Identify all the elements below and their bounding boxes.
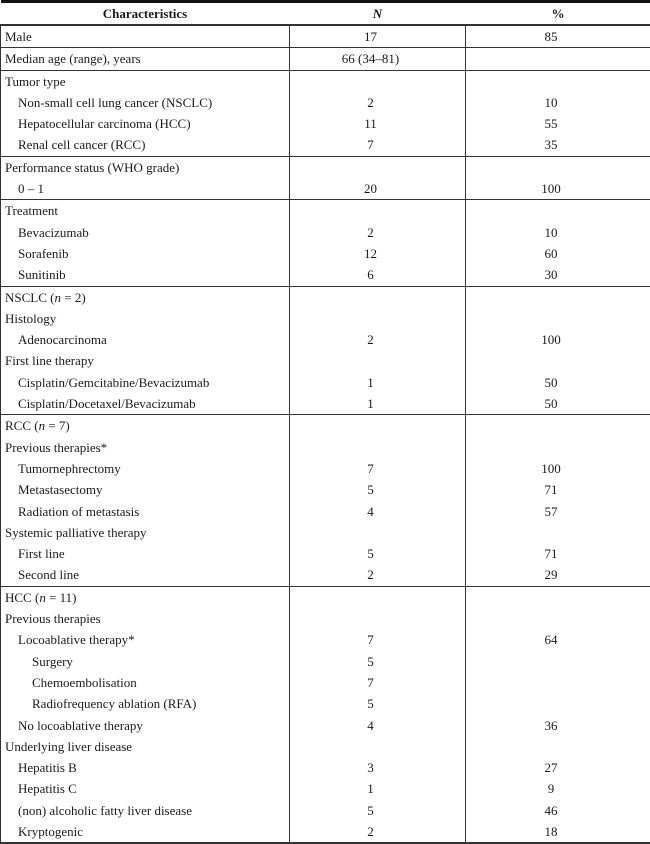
- row-percent-value: 30: [466, 264, 650, 285]
- table-group: [1, 48, 650, 70]
- row-label-text: Treatment: [5, 203, 58, 218]
- row-n-value: 2: [290, 222, 465, 243]
- header-characteristics: Characteristics: [1, 2, 290, 26]
- row-percent-value: 36: [466, 715, 650, 736]
- row-n-value: 2: [290, 329, 465, 350]
- row-percent-value: [466, 200, 650, 221]
- row-percent-value: [466, 437, 650, 458]
- row-n-value: [290, 522, 465, 543]
- row-label-italic: n: [39, 418, 46, 433]
- row-label: [1, 800, 289, 821]
- row-label: [1, 287, 289, 308]
- n-cell: [290, 48, 466, 70]
- row-percent-value: [466, 608, 650, 629]
- row-percent-value: 60: [466, 243, 650, 264]
- row-n-value: 11: [290, 113, 465, 134]
- row-label: [1, 757, 289, 778]
- percent-cell: [466, 48, 650, 70]
- row-percent-value: 71: [466, 543, 650, 564]
- row-label-italic: n: [39, 590, 46, 605]
- characteristics-cell: [1, 415, 290, 586]
- row-n-value: 4: [290, 715, 465, 736]
- row-label: [1, 672, 289, 693]
- row-percent-value: 10: [466, 92, 650, 113]
- row-label: [1, 26, 289, 47]
- row-percent-value: [466, 71, 650, 92]
- row-percent-value: 64: [466, 629, 650, 650]
- row-n-value: [290, 350, 465, 371]
- row-percent-value: 50: [466, 393, 650, 414]
- row-label: [1, 71, 289, 92]
- row-n-value: [290, 415, 465, 436]
- row-label: [1, 693, 289, 714]
- header-n: N: [290, 2, 466, 26]
- row-label-text: Second line: [18, 567, 79, 582]
- row-n-value: [290, 608, 465, 629]
- table-row: [1, 415, 650, 586]
- percent-cell: [466, 415, 650, 586]
- row-label: [1, 651, 289, 672]
- table-row: [1, 586, 650, 843]
- row-label-text: Sunitinib: [18, 267, 66, 282]
- row-n-value: [290, 308, 465, 329]
- table-group: [1, 200, 650, 286]
- row-n-value: 5: [290, 800, 465, 821]
- row-label: [1, 522, 289, 543]
- row-label-text: Locoablative therapy*: [18, 632, 135, 647]
- row-label-text: Systemic palliative therapy: [5, 525, 147, 540]
- row-percent-value: [466, 651, 650, 672]
- row-label: [1, 437, 289, 458]
- row-percent-value: [466, 587, 650, 608]
- table-row: [1, 156, 650, 200]
- row-n-value: [290, 287, 465, 308]
- row-n-value: 20: [290, 178, 465, 199]
- percent-cell: [466, 156, 650, 200]
- row-label-suffix: = 7): [45, 418, 70, 433]
- row-label-text: Sorafenib: [18, 246, 69, 261]
- row-percent-value: [466, 308, 650, 329]
- row-label-text: Male: [5, 29, 32, 44]
- percent-cell: [466, 70, 650, 156]
- row-label: [1, 479, 289, 500]
- table-group: [1, 70, 650, 156]
- row-percent-value: 29: [466, 564, 650, 585]
- n-cell: [290, 286, 466, 415]
- row-label-text: Cisplatin/Gemcitabine/Bevacizumab: [18, 375, 209, 390]
- row-label-text: Hepatocellular carcinoma (HCC): [18, 116, 191, 131]
- row-n-value: 6: [290, 264, 465, 285]
- row-label-text: Previous therapies*: [5, 440, 107, 455]
- table-row: [1, 48, 650, 70]
- row-percent-value: 100: [466, 329, 650, 350]
- row-label-suffix: = 2): [61, 290, 86, 305]
- row-percent-value: [466, 415, 650, 436]
- row-n-value: 7: [290, 134, 465, 155]
- percent-cell: [466, 200, 650, 286]
- row-label: [1, 264, 289, 285]
- row-n-value: 5: [290, 693, 465, 714]
- row-n-value: 2: [290, 564, 465, 585]
- row-percent-value: 85: [466, 26, 650, 47]
- row-n-value: 5: [290, 651, 465, 672]
- row-label-text: Previous therapies: [5, 611, 101, 626]
- row-label: [1, 543, 289, 564]
- characteristics-cell: [1, 25, 290, 48]
- row-label-italic: n: [54, 290, 61, 305]
- row-n-value: 2: [290, 92, 465, 113]
- row-n-value: [290, 71, 465, 92]
- characteristics-cell: [1, 156, 290, 200]
- row-n-value: [290, 157, 465, 178]
- row-label: [1, 350, 289, 371]
- row-percent-value: [466, 522, 650, 543]
- header-percent: %: [466, 2, 650, 26]
- percent-cell: [466, 586, 650, 843]
- row-label-text: 0 – 1: [18, 181, 44, 196]
- row-percent-value: [466, 693, 650, 714]
- row-n-value: 1: [290, 393, 465, 414]
- row-percent-value: 10: [466, 222, 650, 243]
- row-percent-value: [466, 157, 650, 178]
- row-label-text: No locoablative therapy: [18, 718, 143, 733]
- table-group: [1, 586, 650, 843]
- row-percent-value: 100: [466, 178, 650, 199]
- row-label: [1, 157, 289, 178]
- row-label: [1, 736, 289, 757]
- row-n-value: 1: [290, 372, 465, 393]
- row-label-text: Radiation of metastasis: [18, 504, 139, 519]
- row-percent-value: 55: [466, 113, 650, 134]
- characteristics-cell: [1, 586, 290, 843]
- row-label: [1, 393, 289, 414]
- row-n-value: 66 (34–81): [290, 48, 465, 69]
- row-label-text: Radiofrequency ablation (RFA): [32, 696, 196, 711]
- row-percent-value: 71: [466, 479, 650, 500]
- row-label-text: First line: [18, 546, 65, 561]
- table-header: [1, 2, 650, 26]
- row-label-text: Metastasectomy: [18, 482, 102, 497]
- percent-cell: [466, 286, 650, 415]
- row-percent-value: 18: [466, 821, 650, 842]
- row-label: [1, 587, 289, 608]
- n-cell: [290, 25, 466, 48]
- row-percent-value: 27: [466, 757, 650, 778]
- row-label: [1, 92, 289, 113]
- table-group: [1, 415, 650, 586]
- row-label-suffix: = 11): [46, 590, 77, 605]
- row-label-text: Surgery: [32, 654, 73, 669]
- row-label-text: Non-small cell lung cancer (NSCLC): [18, 95, 212, 110]
- row-label: [1, 222, 289, 243]
- row-label-text: Tumornephrectomy: [18, 461, 121, 476]
- row-label: [1, 629, 289, 650]
- row-label: [1, 415, 289, 436]
- row-percent-value: [466, 672, 650, 693]
- row-n-value: 17: [290, 26, 465, 47]
- table-group: [1, 25, 650, 48]
- table-group: [1, 286, 650, 415]
- row-label: [1, 308, 289, 329]
- characteristics-cell: [1, 286, 290, 415]
- n-cell: [290, 156, 466, 200]
- row-percent-value: 57: [466, 501, 650, 522]
- row-percent-value: 9: [466, 778, 650, 799]
- row-label: [1, 501, 289, 522]
- table-row: [1, 70, 650, 156]
- row-label-text: Hepatitis C: [18, 781, 77, 796]
- row-label-text: HCC (: [5, 590, 39, 605]
- characteristics-cell: [1, 48, 290, 70]
- table-group: [1, 156, 650, 200]
- table-row: [1, 25, 650, 48]
- row-percent-value: 35: [466, 134, 650, 155]
- row-label: [1, 715, 289, 736]
- row-label-text: Hepatitis B: [18, 760, 77, 775]
- row-label: [1, 48, 289, 69]
- row-n-value: 5: [290, 543, 465, 564]
- row-label: [1, 458, 289, 479]
- row-percent-value: [466, 736, 650, 757]
- row-n-value: 12: [290, 243, 465, 264]
- row-label-text: Bevacizumab: [18, 225, 89, 240]
- row-percent-value: 46: [466, 800, 650, 821]
- row-percent-value: 100: [466, 458, 650, 479]
- row-n-value: [290, 200, 465, 221]
- n-cell: [290, 586, 466, 843]
- row-label: [1, 821, 289, 842]
- row-label: [1, 372, 289, 393]
- row-n-value: [290, 736, 465, 757]
- row-n-value: 1: [290, 778, 465, 799]
- row-label-text: Chemoembolisation: [32, 675, 137, 690]
- row-label: [1, 113, 289, 134]
- row-n-value: 2: [290, 821, 465, 842]
- row-label-text: Median age (range), years: [5, 51, 141, 66]
- row-percent-value: [466, 287, 650, 308]
- n-cell: [290, 70, 466, 156]
- row-n-value: 7: [290, 629, 465, 650]
- row-label: [1, 329, 289, 350]
- percent-cell: [466, 25, 650, 48]
- row-n-value: [290, 587, 465, 608]
- row-n-value: [290, 437, 465, 458]
- row-label-text: Cisplatin/Docetaxel/Bevacizumab: [18, 396, 196, 411]
- row-label-text: Performance status (WHO grade): [5, 160, 179, 175]
- row-percent-value: [466, 350, 650, 371]
- characteristics-cell: [1, 200, 290, 286]
- row-n-value: 3: [290, 757, 465, 778]
- row-label-text: Kryptogenic: [18, 824, 83, 839]
- row-label-text: RCC (: [5, 418, 39, 433]
- row-n-value: 7: [290, 458, 465, 479]
- row-n-value: 4: [290, 501, 465, 522]
- row-percent-value: [466, 48, 650, 69]
- row-label: [1, 608, 289, 629]
- characteristics-cell: [1, 70, 290, 156]
- row-label-text: (non) alcoholic fatty liver disease: [18, 803, 192, 818]
- n-cell: [290, 415, 466, 586]
- row-label-text: Tumor type: [5, 74, 66, 89]
- row-percent-value: 50: [466, 372, 650, 393]
- row-label: [1, 564, 289, 585]
- table-row: [1, 286, 650, 415]
- n-cell: [290, 200, 466, 286]
- row-n-value: 5: [290, 479, 465, 500]
- row-label-text: Histology: [5, 311, 56, 326]
- row-label: [1, 178, 289, 199]
- row-n-value: 7: [290, 672, 465, 693]
- row-label: [1, 778, 289, 799]
- row-label-text: Renal cell cancer (RCC): [18, 137, 145, 152]
- row-label: [1, 200, 289, 221]
- table-row: [1, 200, 650, 286]
- row-label: [1, 243, 289, 264]
- row-label: [1, 134, 289, 155]
- row-label-text: Adenocarcinoma: [18, 332, 107, 347]
- row-label-text: Underlying liver disease: [5, 739, 132, 754]
- row-label-text: NSCLC (: [5, 290, 54, 305]
- row-label-text: First line therapy: [5, 353, 94, 368]
